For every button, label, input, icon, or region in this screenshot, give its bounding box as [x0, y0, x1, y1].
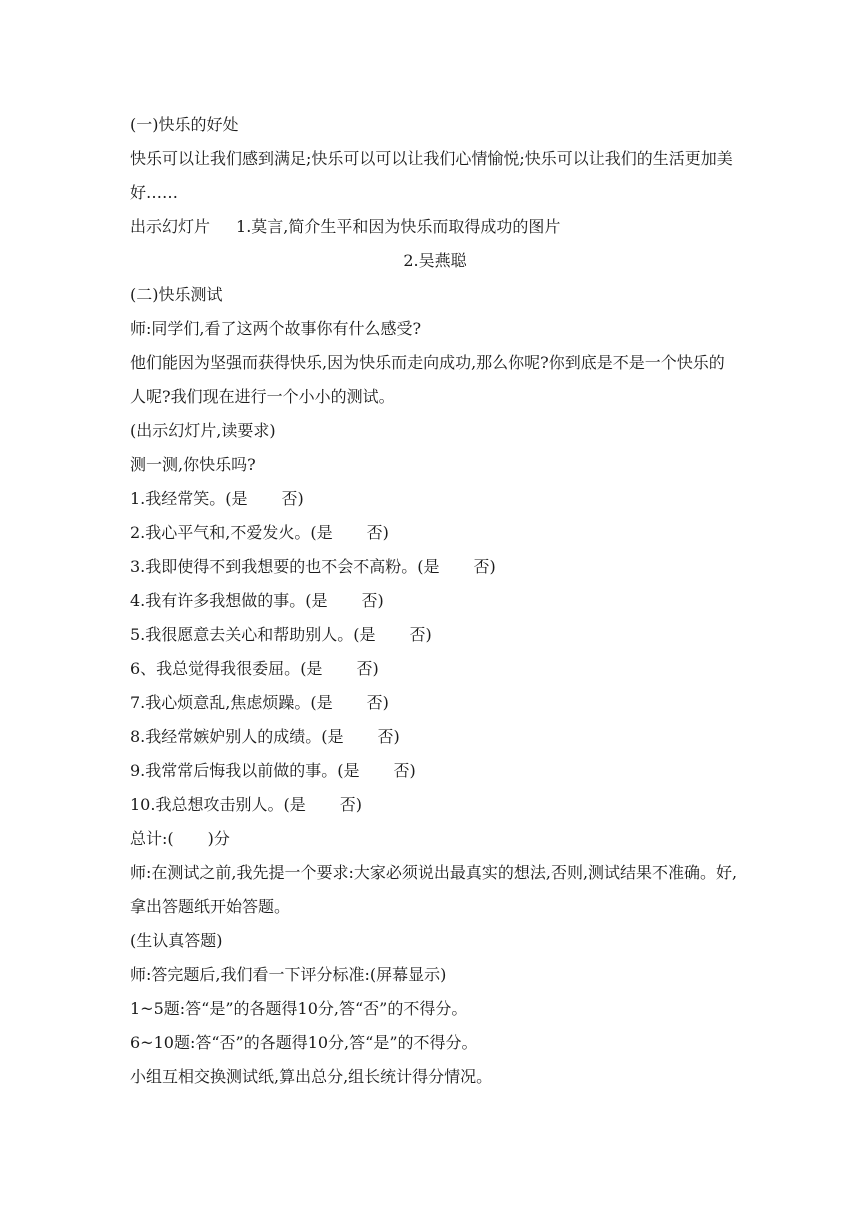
no-option: 否) — [409, 625, 432, 644]
group-instruction: 小组互相交换测试纸,算出总分,组长统计得分情况。 — [130, 1067, 493, 1086]
benefits-paragraph: 快乐可以让我们感到满足;快乐可以可以让我们心情愉悦;快乐可以让我们的生活更加美好…… — [130, 149, 733, 202]
total-suffix: )分 — [207, 829, 230, 848]
total-prefix: 总计:( — [130, 829, 174, 848]
no-option: 否) — [377, 727, 400, 746]
quiz-question: 9.我常常后悔我以前做的事。 — [130, 761, 338, 780]
slide-item-2: 2.吴燕聪 — [403, 251, 467, 270]
quiz-question: 3.我即使得不到我想要的也不会不高粉。 — [130, 557, 418, 576]
yes-option: (是 — [321, 727, 344, 746]
yes-option: (是 — [300, 659, 323, 678]
no-option: 否) — [473, 557, 496, 576]
slide-item-1: 1.莫言,简介生平和因为快乐而取得成功的图片 — [236, 217, 561, 236]
slides-line — [130, 210, 740, 244]
quiz-item — [130, 686, 740, 720]
scoring-rule-2: 6~10题:答“否”的各题得10分,答“是”的不得分。 — [130, 1033, 478, 1052]
yes-option: (是 — [305, 591, 328, 610]
students-answer-note: (生认真答题) — [130, 931, 223, 950]
quiz-question: 6、我总觉得我很委屈。 — [130, 659, 301, 678]
total-score-line — [130, 822, 740, 856]
no-option: 否) — [281, 489, 304, 508]
quiz-item — [130, 720, 740, 754]
scoring-rule-1: 1~5题:答“是”的各题得10分,答“否”的不得分。 — [130, 999, 468, 1018]
yes-option: (是 — [283, 795, 306, 814]
document-body — [130, 108, 740, 1094]
quiz-item — [130, 584, 740, 618]
quiz-question: 2.我心平气和,不爱发火。 — [130, 523, 311, 542]
no-option: 否) — [393, 761, 416, 780]
section-heading-test: (二)快乐测试 — [130, 285, 223, 304]
quiz-title: 测一测,你快乐吗? — [130, 455, 256, 474]
intro-paragraph: 他们能因为坚强而获得快乐,因为快乐而走向成功,那么你呢?你到底是不是一个快乐的人呢?我们现在进行一个小小的测试。 — [130, 353, 725, 406]
quiz-question: 8.我经常嫉妒别人的成绩。 — [130, 727, 322, 746]
yes-option: (是 — [310, 523, 333, 542]
slide-note: (出示幻灯片,读要求) — [130, 421, 276, 440]
teacher-scoring-intro: 师:答完题后,我们看一下评分标准:(屏幕显示) — [130, 965, 447, 984]
no-option: 否) — [339, 795, 362, 814]
no-option: 否) — [356, 659, 379, 678]
quiz-list — [130, 482, 740, 822]
quiz-question: 10.我总想攻击别人。 — [130, 795, 284, 814]
yes-option: (是 — [310, 693, 333, 712]
section-heading-benefits: (一)快乐的好处 — [130, 115, 239, 134]
quiz-item — [130, 482, 740, 516]
slides-label: 出示幻灯片 — [130, 217, 211, 236]
quiz-item — [130, 618, 740, 652]
teacher-question: 师:同学们,看了这两个故事你有什么感受? — [130, 319, 422, 338]
quiz-question: 1.我经常笑。 — [130, 489, 226, 508]
quiz-question: 7.我心烦意乱,焦虑烦躁。 — [130, 693, 311, 712]
no-option: 否) — [366, 523, 389, 542]
no-option: 否) — [366, 693, 389, 712]
quiz-item — [130, 788, 740, 822]
yes-option: (是 — [417, 557, 440, 576]
no-option: 否) — [361, 591, 384, 610]
quiz-item — [130, 516, 740, 550]
yes-option: (是 — [353, 625, 376, 644]
quiz-item — [130, 550, 740, 584]
yes-option: (是 — [337, 761, 360, 780]
yes-option: (是 — [225, 489, 248, 508]
quiz-item — [130, 652, 740, 686]
quiz-question: 5.我很愿意去关心和帮助别人。 — [130, 625, 354, 644]
quiz-question: 4.我有许多我想做的事。 — [130, 591, 306, 610]
teacher-requirement: 师:在测试之前,我先提一个要求:大家必须说出最真实的想法,否则,测试结果不准确。好,拿出答题纸开始答题。 — [130, 863, 738, 916]
quiz-item — [130, 754, 740, 788]
